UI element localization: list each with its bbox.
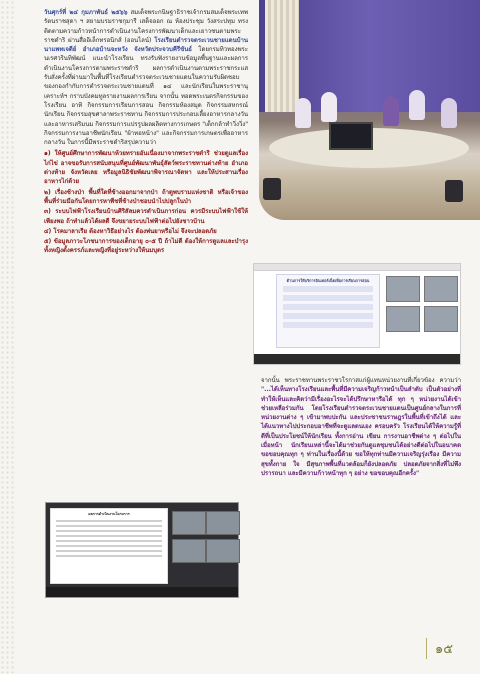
photo-monitor — [329, 122, 373, 150]
photo-person — [295, 98, 311, 128]
document-line — [56, 520, 162, 522]
royal-speech-quote: "...ได้เห็นทางโรงเรียนและพื้นที่มีความเจริญก้าวหน้าเป็นลำดับ เป็นตัวอย่างที่ทำให้เห็นและคิดว่ามีเรื่องอะไรจะได้ปรึกษาหารือได้ ทุก ๆ หน่วยงานได้เข้าช่วยเหลือร่วมกัน โดยโรงเรียนตำรวจตระเวนชายแดนเป็นศูนย์กลางในการที่หน่วยงานต่าง ๆ เข้ามาพบปะกัน และประชาชนราษฎรในพื้นที่เข้าถึงได้ และได้แนวทางไปประกอบอาชีพที่จะดูแลตนเอง ครอบครัว โรงเรียนได้ให้ความรู้ที่ดีที่เป็นประโยชน์ให้นักเรียน ทั้งการอ่าน เขียน การงานอาชีพต่าง ๆ ต่อไปในเมื่อหน้า นักเรียนเหล่านี้จะได้มาช่วยกันดูแลชุมชนได้อย่างดีต่อไปในอนาคต ขอขอบคุณทุก ๆ ท่านในเรื่องนี้ด้วย ขอให้ทุกท่านมีความเจริญรุ่งเรือง มีความสุขทั้งกาย ใจ มีสุขภาพพื้นที่แวดล้อมก็ยังปลอดภัย ปลอดภัยจากสิ่งที่ไม่พึงปรารถนา และมีความก้าวหน้าทุก ๆ อย่าง ขอขอบคุณอีกครั้ง" — [261, 386, 461, 477]
participant-video — [172, 511, 206, 535]
participant-video — [206, 511, 240, 535]
photo-person — [409, 90, 425, 120]
photo-person — [441, 98, 457, 128]
screen-control-bar — [254, 354, 460, 364]
slide-row — [283, 295, 373, 301]
slide-row — [283, 286, 373, 292]
participant-video — [172, 539, 206, 563]
participant-video — [386, 276, 420, 302]
document-line — [56, 530, 162, 532]
video-conference-screenshot-bottom — [45, 502, 239, 598]
intro-text-b: โดยกรมทิวทองพระนเรศวรินทิพัฒน์ แนะนำโรงเรียน ทรงรับฟังรายงานข้อมูลพื้นฐานและผลการดำเนินงานโครงการตามพระราชดำริ ผลการดำเนินงานตามพระราชกระแสรับสั่งครั้งที่ผ่านมาในพื้นที่โรงเรียนตำรวจตระเวนชายแดนในความรับผิดชอบของกองกำกับการตำรวจตระเวนชายแดนที่ ๑๔ และนักเรียนในพระราชานุเคราะห์ฯ กราบบังคมทูลรายงานผลการเรียน จากนั้น ทอดพระเนตรกิจกรรมของโรงเรียน อาทิ กิจกรรมการเรียนการสอน กิจกรรมห้องสมุด กิจกรรมสหกรณ์นักเรียน กิจกรรมสุขศาลาพระราชทาน กิจกรรมการประกอบเลี้ยงอาหารกลางวันและอาหารเสริมนม กิจกรรมการแปรรูปผลผลิตทางการเกษตร "เด็กกล้าทำวิ่งวิ่ง" กิจกรรมการงานอาชีพนักเรียน "ผ้าทอหน้าง" และกิจกรรมการเกษตรเพื่ออาหารกลางวัน ในการนี้มีพระราชดำริสรุปความว่า — [44, 46, 248, 147]
intro-text-a: สมเด็จพระกนิษฐาธิราชเจ้ากรมสมเด็จพระเทพรัตนราชสุดา ฯ สยามบรมราชกุมารี เสด็จออก ณ ห้องประชุม วังสระปทุม ทรงติดตามความก้าวหน้าการดำเนินงานโครงการพัฒนาเด็กและเยาวชนตามพระราชดำริ ผ่านสื่ออิเล็กทรอนิกส์ (ออนไลน์) — [44, 9, 248, 44]
decorative-dot-border — [0, 0, 14, 674]
document-line — [56, 525, 162, 527]
right-text-column — [261, 376, 461, 478]
list-item: ๓) ระบบไฟฟ้าโรงเรียนบ้านศิริสัลมควรดำเนินการก่อน ควรมีระบบไฟฟ้าใช้ให้เพียงพอ ถ้าทำแล้วได้ผลดี จึงขยายระบบไฟฟ้าต่อไปยังชาวบ้าน — [44, 208, 248, 225]
screen-control-bar — [46, 587, 238, 597]
presentation-slide — [276, 274, 380, 348]
photo-person — [321, 92, 337, 122]
document-line — [56, 555, 162, 557]
photo-chair — [263, 178, 281, 200]
royal-remarks-list — [44, 149, 248, 255]
shared-document — [50, 508, 168, 584]
participant-video — [424, 306, 458, 332]
list-item: ๕) ข้อมูลภาวะโภชนาการของเด็กอายุ ๐-๕ ปี ถ้าไม่ดี ต้องให้การดูแลและบำรุงทั้งหญิงตั้งครรภ์และหญิงที่อยู่ระหว่างให้นมบุตร — [44, 238, 248, 255]
document-line — [56, 540, 162, 542]
slide-title: ด้านการให้บริการอินเทอร์เน็ตเพื่อการเรียนการสอน — [286, 278, 370, 283]
photo-curtain — [265, 0, 299, 112]
participant-video — [386, 306, 420, 332]
slide-row — [283, 304, 373, 310]
speech-intro: จากนั้น พระราชทานพระราชวโรกาสแก่ผู้แทนหน่วยงานที่เกี่ยวข้อง ความว่า — [261, 377, 461, 384]
photo-person — [383, 96, 399, 126]
page-number: ๑๕ — [426, 638, 453, 659]
left-text-column — [44, 8, 248, 257]
list-item: ๔) โรคมาลาเรีย ต้องหาวิธีอย่างไร ต้องพ่นยาหรือไม่ จึงจะปลอดภัย — [44, 227, 217, 235]
slide-row — [283, 313, 373, 319]
participant-video — [424, 276, 458, 302]
document-line — [56, 550, 162, 552]
school-name: โรงเรียนตำรวจตระเวนชายแดนบ้านนาแพทเจดีย์ อำเภอบ้านจะหวัง จังหวัดประจวบคีรีขันธ์ — [44, 36, 248, 54]
list-item: ๒) เรื่องช้างป่า พื้นที่ใดที่ช้างออกมาจากป่า ถ้าดูพบรามแห่งชาติ หรือเจ้าของพื้นที่ร่วมมือกันโดยการหาพืชที่ช้างป่าชอบนำไปปลูกในป่า — [44, 188, 248, 205]
list-item: ๑) ให้ศูนย์ศึกษาการพัฒนาห้วยทรายอันเนื่องมาจากพระราชดำริ ช่วยดูแลเรื่องไก่ไข่ อาจขอรับการสนับสนุนที่ศูนย์พัฒนาพันธุ์สัตว์พระราชทานต่างท้าย อำเภอต่างท้าย จังหวัดเลย หรือมูลนิธิชัยพัฒนาพิจารณาจัดหา และให้ประสานเรื่องอาหารไก่ด้วย — [44, 150, 248, 186]
document-line — [56, 545, 162, 547]
document-line — [56, 535, 162, 537]
screen-title-bar — [254, 264, 460, 271]
participant-video — [206, 539, 240, 563]
photo-chair — [445, 180, 463, 202]
document-title: ผลการดำเนินงานโครงการ — [88, 512, 130, 516]
intro-paragraph — [44, 8, 248, 147]
slide-row — [283, 322, 373, 328]
video-conference-screenshot-top — [253, 263, 461, 365]
royal-speech-paragraph — [261, 376, 461, 478]
date-lead: วันศุกร์ที่ ๒๔ กุมภาพันธ์ ๒๕๖๖ — [44, 9, 128, 16]
meeting-room-photo — [259, 0, 480, 220]
